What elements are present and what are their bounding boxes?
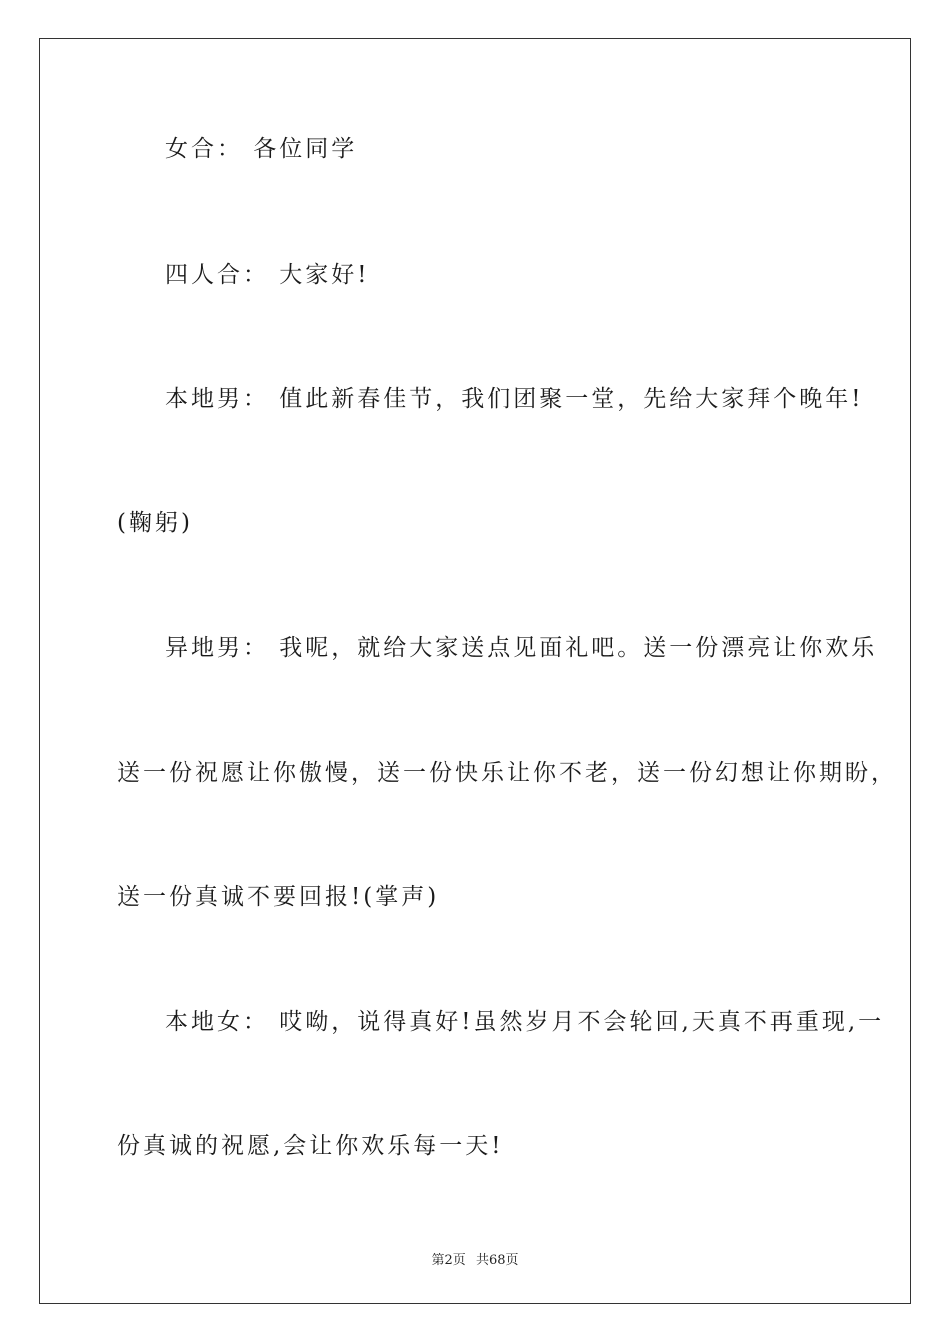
page-footer [0,1249,950,1268]
page-number-current: 第2页 [431,1253,466,1268]
dialogue-line-1: 女合： 各位同学 [165,136,358,162]
page-number-total: 共68页 [475,1253,519,1268]
dialogue-line-3: 本地男： 值此新春佳节，我们团聚一堂，先给大家拜个晚年! [165,386,864,412]
dialogue-line-4: (鞠躬) [117,510,193,536]
dialogue-line-9: 份真诚的祝愿,会让你欢乐每一天! [117,1133,504,1159]
dialogue-line-5: 异地男： 我呢，就给大家送点见面礼吧。送一份漂亮让你欢乐 [165,635,878,661]
dialogue-line-8: 本地女： 哎呦，说得真好!虽然岁月不会轮回,天真不再重现,一 [165,1009,885,1035]
dialogue-line-6: 送一份祝愿让你傲慢，送一份快乐让你不老，送一份幻想让你期盼， [117,760,897,786]
dialogue-line-2: 四人合： 大家好! [165,262,370,288]
dialogue-line-7: 送一份真诚不要回报!(掌声) [117,884,440,910]
page-border [39,38,911,1304]
